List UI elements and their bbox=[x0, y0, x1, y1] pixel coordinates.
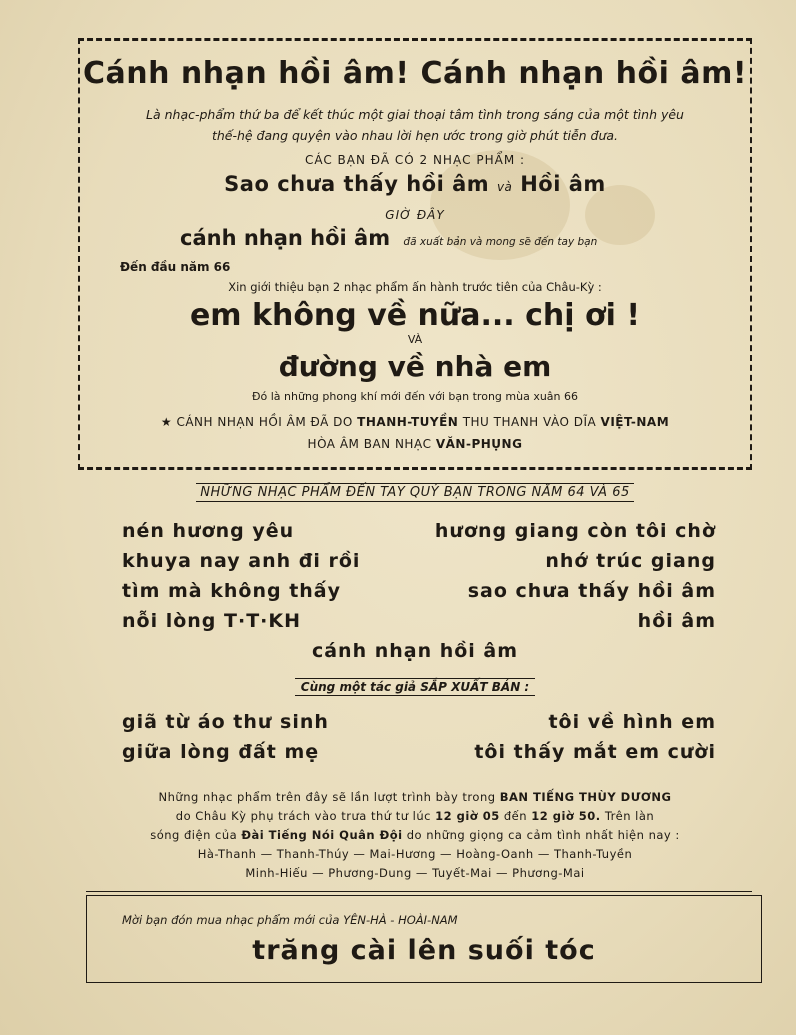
singers-line-1: Hà-Thanh — Thanh-Thúy — Mai-Hương — Hoàng-Oanh — Thanh-Tuyền bbox=[197, 847, 633, 861]
recording-text: HÒA ÂM BAN NHẠC bbox=[307, 437, 432, 451]
have-two-songs: CÁC BẠN ĐÃ CÓ 2 NHẠC PHẨM : bbox=[304, 153, 526, 167]
upcoming-heading bbox=[78, 680, 752, 694]
catalog-song-center: cánh nhạn hồi âm bbox=[311, 640, 519, 662]
spring-note: Đó là những phong khí mới đến với bạn trong mùa xuân 66 bbox=[251, 390, 579, 403]
recording-text: THU THANH VÀO DĨA bbox=[462, 415, 597, 429]
intro-line-1: Là nhạc-phẩm thứ ba để kết thúc một giai thoại tâm tình trong sáng của một tình yêu bbox=[146, 107, 684, 122]
previous-songs bbox=[78, 172, 752, 196]
announcement-frame bbox=[78, 38, 752, 470]
catalog-song-right: hồi âm bbox=[637, 610, 716, 632]
page-title: Cánh nhạn hồi âm! Cánh nhạn hồi âm! bbox=[82, 56, 748, 91]
catalog-song-right: sao chưa thấy hồi âm bbox=[467, 580, 716, 602]
end-time: 12 giờ 50. bbox=[531, 809, 601, 823]
catalog-song-right: nhớ trúc giang bbox=[545, 550, 716, 572]
upcoming-song-left: giữa lòng đất mẹ bbox=[122, 741, 320, 763]
broadcast-line-2 bbox=[78, 809, 752, 823]
intro-text bbox=[78, 104, 752, 146]
now-label: GIỜ ĐÂY bbox=[385, 208, 445, 222]
star-icon: ★ bbox=[160, 415, 173, 429]
featured-song-2: đường về nhà em bbox=[278, 350, 552, 383]
song-title: Hồi âm bbox=[520, 172, 606, 196]
singers-line-2: Minh-Hiếu — Phương-Dung — Tuyết-Mai — Phương-Mai bbox=[245, 866, 585, 880]
broadcast-text: sóng điện của bbox=[150, 828, 238, 842]
record-label: VIỆT-NAM bbox=[600, 415, 670, 429]
broadcast-line-3 bbox=[78, 828, 752, 842]
recording-line-2 bbox=[78, 437, 752, 451]
upcoming-song-right: tôi thấy mắt em cười bbox=[474, 741, 716, 763]
footer-song-title: trăng cài lên suối tóc bbox=[252, 935, 596, 966]
intro-line-2: thế-hệ đang quyện vào nhau lời hẹn ước trong giờ phút tiễn đưa. bbox=[211, 128, 619, 143]
start-time: 12 giờ 05 bbox=[435, 809, 500, 823]
catalog-heading bbox=[78, 485, 752, 500]
catalog-song-left: nỗi lòng T·T·KH bbox=[122, 610, 301, 632]
program-name: BAN TIẾNG THÙY DƯƠNG bbox=[499, 790, 672, 804]
catalog-song-left: khuya nay anh đi rồi bbox=[122, 550, 361, 572]
catalog-song-right: hương giang còn tôi chờ bbox=[434, 520, 716, 542]
broadcast-text: do Châu Kỳ phụ trách vào trưa thứ tư lúc bbox=[175, 809, 431, 823]
broadcast-text: Trên làn bbox=[604, 809, 655, 823]
catalog-heading-text: NHỮNG NHẠC PHẨM ĐẾN TAY QUÝ BẠN TRONG NĂM 64 VÀ 65 bbox=[196, 483, 634, 502]
current-song bbox=[180, 226, 597, 250]
deadline-note: Đến đầu năm 66 bbox=[120, 260, 231, 274]
song-title: Sao chưa thấy hồi âm bbox=[224, 172, 490, 196]
footer-invite: Mời bạn đón mua nhạc phẩm mới của YÊN-HÀ - HOÀI-NAM bbox=[122, 913, 458, 927]
published-note: đã xuất bản và mong sẽ đến tay bạn bbox=[403, 236, 598, 248]
catalog-song-left: tìm mà không thấy bbox=[122, 580, 342, 602]
broadcast-text: đến bbox=[503, 809, 528, 823]
broadcast-line-1 bbox=[78, 790, 752, 804]
and-separator: VÀ bbox=[407, 333, 423, 346]
and-word: và bbox=[496, 180, 513, 194]
broadcast-text: Những nhạc phẩm trên đây sẽ lần lượt trình bày trong bbox=[158, 790, 496, 804]
introduce-line: Xin giới thiệu bạn 2 nhạc phẩm ấn hành trước tiên của Châu-Kỳ : bbox=[228, 280, 602, 294]
recording-line-1 bbox=[78, 415, 752, 429]
band-name: VĂN-PHỤNG bbox=[435, 437, 523, 451]
upcoming-heading-text: Cùng một tác giả SẮP XUẤT BẢN : bbox=[295, 678, 535, 696]
broadcast-text: do những giọng ca cảm tình nhất hiện nay : bbox=[406, 828, 680, 842]
upcoming-song-left: giã từ áo thư sinh bbox=[122, 711, 329, 733]
divider bbox=[86, 891, 752, 892]
upcoming-song-right: tôi về hình em bbox=[548, 711, 716, 733]
recording-text: CÁNH NHẠN HỒI ÂM ĐÃ DO bbox=[176, 415, 353, 429]
featured-song-1: em không về nữa... chị ơi ! bbox=[189, 298, 641, 333]
singer-name: THANH-TUYỀN bbox=[357, 415, 459, 429]
station-name: Đài Tiếng Nói Quân Đội bbox=[241, 828, 403, 842]
catalog-song-left: nén hương yêu bbox=[122, 520, 295, 542]
song-title: cánh nhạn hồi âm bbox=[180, 226, 391, 250]
